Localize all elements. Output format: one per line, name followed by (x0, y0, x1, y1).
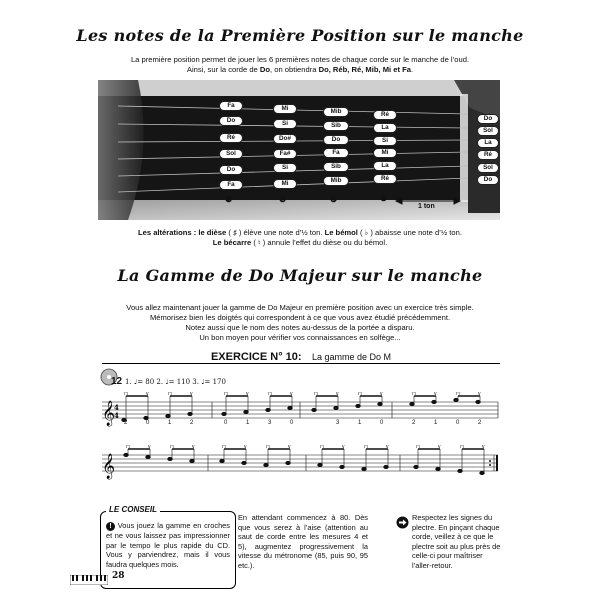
track-number: 12 (111, 376, 123, 387)
plectrum-mark: ⊓ (364, 445, 368, 450)
plectrum-mark: v (246, 392, 249, 397)
plectrum-mark: v (342, 445, 345, 450)
note-head (480, 471, 484, 474)
note-col3-row2: Si (273, 119, 297, 129)
plectrum-mark: v (146, 392, 149, 397)
plectrum-mark: v (434, 392, 437, 397)
note-head (242, 461, 246, 464)
finger-number-2: ❷ (330, 195, 338, 204)
tip-column-3: Respectez les signes du plectre. En pinçant chaque corde, veillez à ce que le plectre soit au plus près de celle-ci pour maîtriser l’aller-retour. (412, 513, 501, 570)
exclamation-icon: ! (106, 522, 115, 531)
note-col1-row3: Si (373, 136, 397, 146)
note-head (340, 465, 344, 468)
note-head (146, 455, 150, 458)
section-title-scale: La Gamme de Do Majeur sur le manche (117, 266, 483, 285)
note-head (244, 410, 248, 413)
plectrum-mark: v (190, 392, 193, 397)
plectrum-mark: ⊓ (168, 392, 172, 397)
note-col3-row6: Mi (273, 179, 297, 189)
plectrum-mark: v (478, 392, 481, 397)
svg-text:𝄞: 𝄞 (102, 401, 116, 426)
note-col2-row3: Do (323, 135, 349, 145)
note-head (312, 408, 316, 411)
note-col2-row1: Mib (323, 107, 349, 117)
note-open-row3: La (477, 138, 499, 148)
note-head (334, 406, 338, 409)
note-head (188, 412, 192, 415)
note-head (476, 400, 480, 403)
note-col4-row2: Do (219, 116, 243, 126)
plectrum-mark: ⊓ (456, 392, 460, 397)
note-col1-row6: Ré (373, 174, 397, 184)
fingering-row: 2 0 1 2 0 1 3 0 3 1 0 2 1 0 2 (124, 420, 482, 426)
note-open-row2: Sol (477, 126, 499, 136)
tempo-markings: 1. ♩= 80 2. ♩= 110 3. ♩= 170 (125, 378, 226, 386)
note-head (266, 408, 270, 411)
note-open-row4: Ré (477, 150, 499, 160)
note-head (378, 402, 382, 405)
ton-label: 1 ton (418, 203, 435, 210)
plectrum-mark: ⊓ (222, 445, 226, 450)
note-col3-row1: Mi (273, 104, 297, 114)
note-head (454, 398, 458, 401)
finger-number-3: ❸ (279, 195, 287, 204)
note-col3-row3: Do# (273, 134, 297, 144)
cd-track-icon (100, 368, 122, 388)
plectrum-mark: v (288, 445, 291, 450)
note-open-row5: Sol (477, 163, 499, 173)
plectrum-mark: ⊓ (358, 392, 362, 397)
svg-text:4: 4 (114, 411, 119, 420)
plectrum-mark: ⊓ (124, 392, 128, 397)
plectrum-mark: ⊓ (268, 392, 272, 397)
tip-column-2: En attendant commencez à 80. Dès que vous serez à l’aise (attention au saut de corde entre les mesures 4 et 5), augmentez progressivement la vitesse du métronome (85, puis 90, 95 etc.). (238, 513, 368, 570)
plectrum-mark: v (482, 445, 485, 450)
plectrum-mark: v (290, 392, 293, 397)
note-head (414, 465, 418, 468)
note-head (384, 465, 388, 468)
note-head (362, 467, 366, 470)
plectrum-mark: v (386, 445, 389, 450)
note-head (168, 457, 172, 460)
intro-paragraph: La première position permet de jouer les 6 premières notes de chaque corde sur le manche de l’oud. Ainsi, sur la corde de Do, on obtiendra Do, Réb, Ré, Mib, Mi et Fa. (130, 55, 470, 74)
note-head (356, 404, 360, 407)
note-head (220, 459, 224, 462)
note-col2-row4: Fa (323, 148, 349, 158)
note-head (166, 414, 170, 417)
music-staff-2 (100, 445, 502, 481)
plectrum-mark: v (336, 392, 339, 397)
svg-text:𝄞: 𝄞 (102, 454, 116, 479)
plectrum-mark: v (438, 445, 441, 450)
note-head (410, 402, 414, 405)
exercise-header (102, 347, 500, 364)
tip-box-title: LE CONSEIL (106, 505, 160, 514)
plectrum-mark: ⊓ (224, 392, 228, 397)
note-head (458, 469, 462, 472)
piano-keys-icon (70, 572, 108, 582)
note-col3-row5: Si (273, 163, 297, 173)
plectrum-mark: ⊓ (320, 445, 324, 450)
note-col2-row5: Sib (323, 162, 349, 172)
arrow-right-icon (396, 516, 409, 534)
finger-number-4: ❹ (225, 195, 233, 204)
tip-box-text: ! Vous jouez la gamme en croches et ne vous laissez pas impressionner par le tempo le plus rapide du CD. Vous y parviendrez, mais il vous faudra quelques mois. (106, 521, 230, 569)
svg-text:4: 4 (114, 403, 119, 412)
note-col1-row4: Mi (373, 148, 397, 158)
note-col2-row2: Sib (323, 121, 349, 131)
note-col4-row3: Ré (219, 133, 243, 143)
note-col4-row4: Sol (219, 149, 243, 159)
note-col1-row5: La (373, 161, 397, 171)
oud-neck-photo (98, 80, 500, 220)
note-open-row1: Do (477, 114, 499, 124)
plectrum-mark: ⊓ (460, 445, 464, 450)
note-open-row6: Do (477, 175, 499, 185)
page-number: 28 (112, 571, 125, 581)
scale-paragraph: Vous allez maintenant jouer la gamme de Do Majeur en première position avec un exercice très simple. Mémorisez bien les doigtés qui correspondent à ce que vous avez étudié précédemment. Notez aussi que le nom des notes au-dessus de la portée a disparu. Un bon moyen pour vérifier vos connaissances en solfège... (126, 303, 474, 342)
note-head (318, 463, 322, 466)
note-col1-row1: Ré (373, 110, 397, 120)
alterations-caption: Les altérations : le dièse ( ♯ ) élève une note d’½ ton. Le bémol ( ♭ ) abaisse une note d’½ ton. Le bécarre ( ♮ ) annule l’effet du dièse ou du bémol. (138, 228, 462, 247)
note-col3-row4: Fa# (273, 149, 297, 159)
exercise-subtitle: La gamme de Do M (312, 352, 392, 362)
plectrum-mark: ⊓ (416, 445, 420, 450)
note-col2-row6: Mib (323, 176, 349, 186)
plectrum-mark: ⊓ (412, 392, 416, 397)
note-head (436, 467, 440, 470)
note-col1-row2: La (373, 123, 397, 133)
note-head (288, 406, 292, 409)
plectrum-mark: ⊓ (266, 445, 270, 450)
plectrum-mark: ⊓ (170, 445, 174, 450)
exercise-label: EXERCICE N° 10: (210, 351, 302, 363)
plectrum-mark: ⊓ (314, 392, 318, 397)
note-head (124, 453, 128, 456)
plectrum-mark: v (380, 392, 383, 397)
section-title-first-position: Les notes de la Première Position sur le manche (76, 26, 524, 45)
plectrum-mark: ⊓ (126, 445, 130, 450)
note-head (264, 463, 268, 466)
note-head (222, 412, 226, 415)
note-col4-row5: Do (219, 165, 243, 175)
note-col4-row6: Fa (219, 180, 243, 190)
note-head (432, 400, 436, 403)
plectrum-mark: v (244, 445, 247, 450)
note-head (286, 461, 290, 464)
plectrum-mark: v (192, 445, 195, 450)
note-col4-row1: Fa (219, 101, 243, 111)
note-head (190, 459, 194, 462)
plectrum-mark: v (148, 445, 151, 450)
finger-number-1: ❶ (380, 194, 388, 203)
